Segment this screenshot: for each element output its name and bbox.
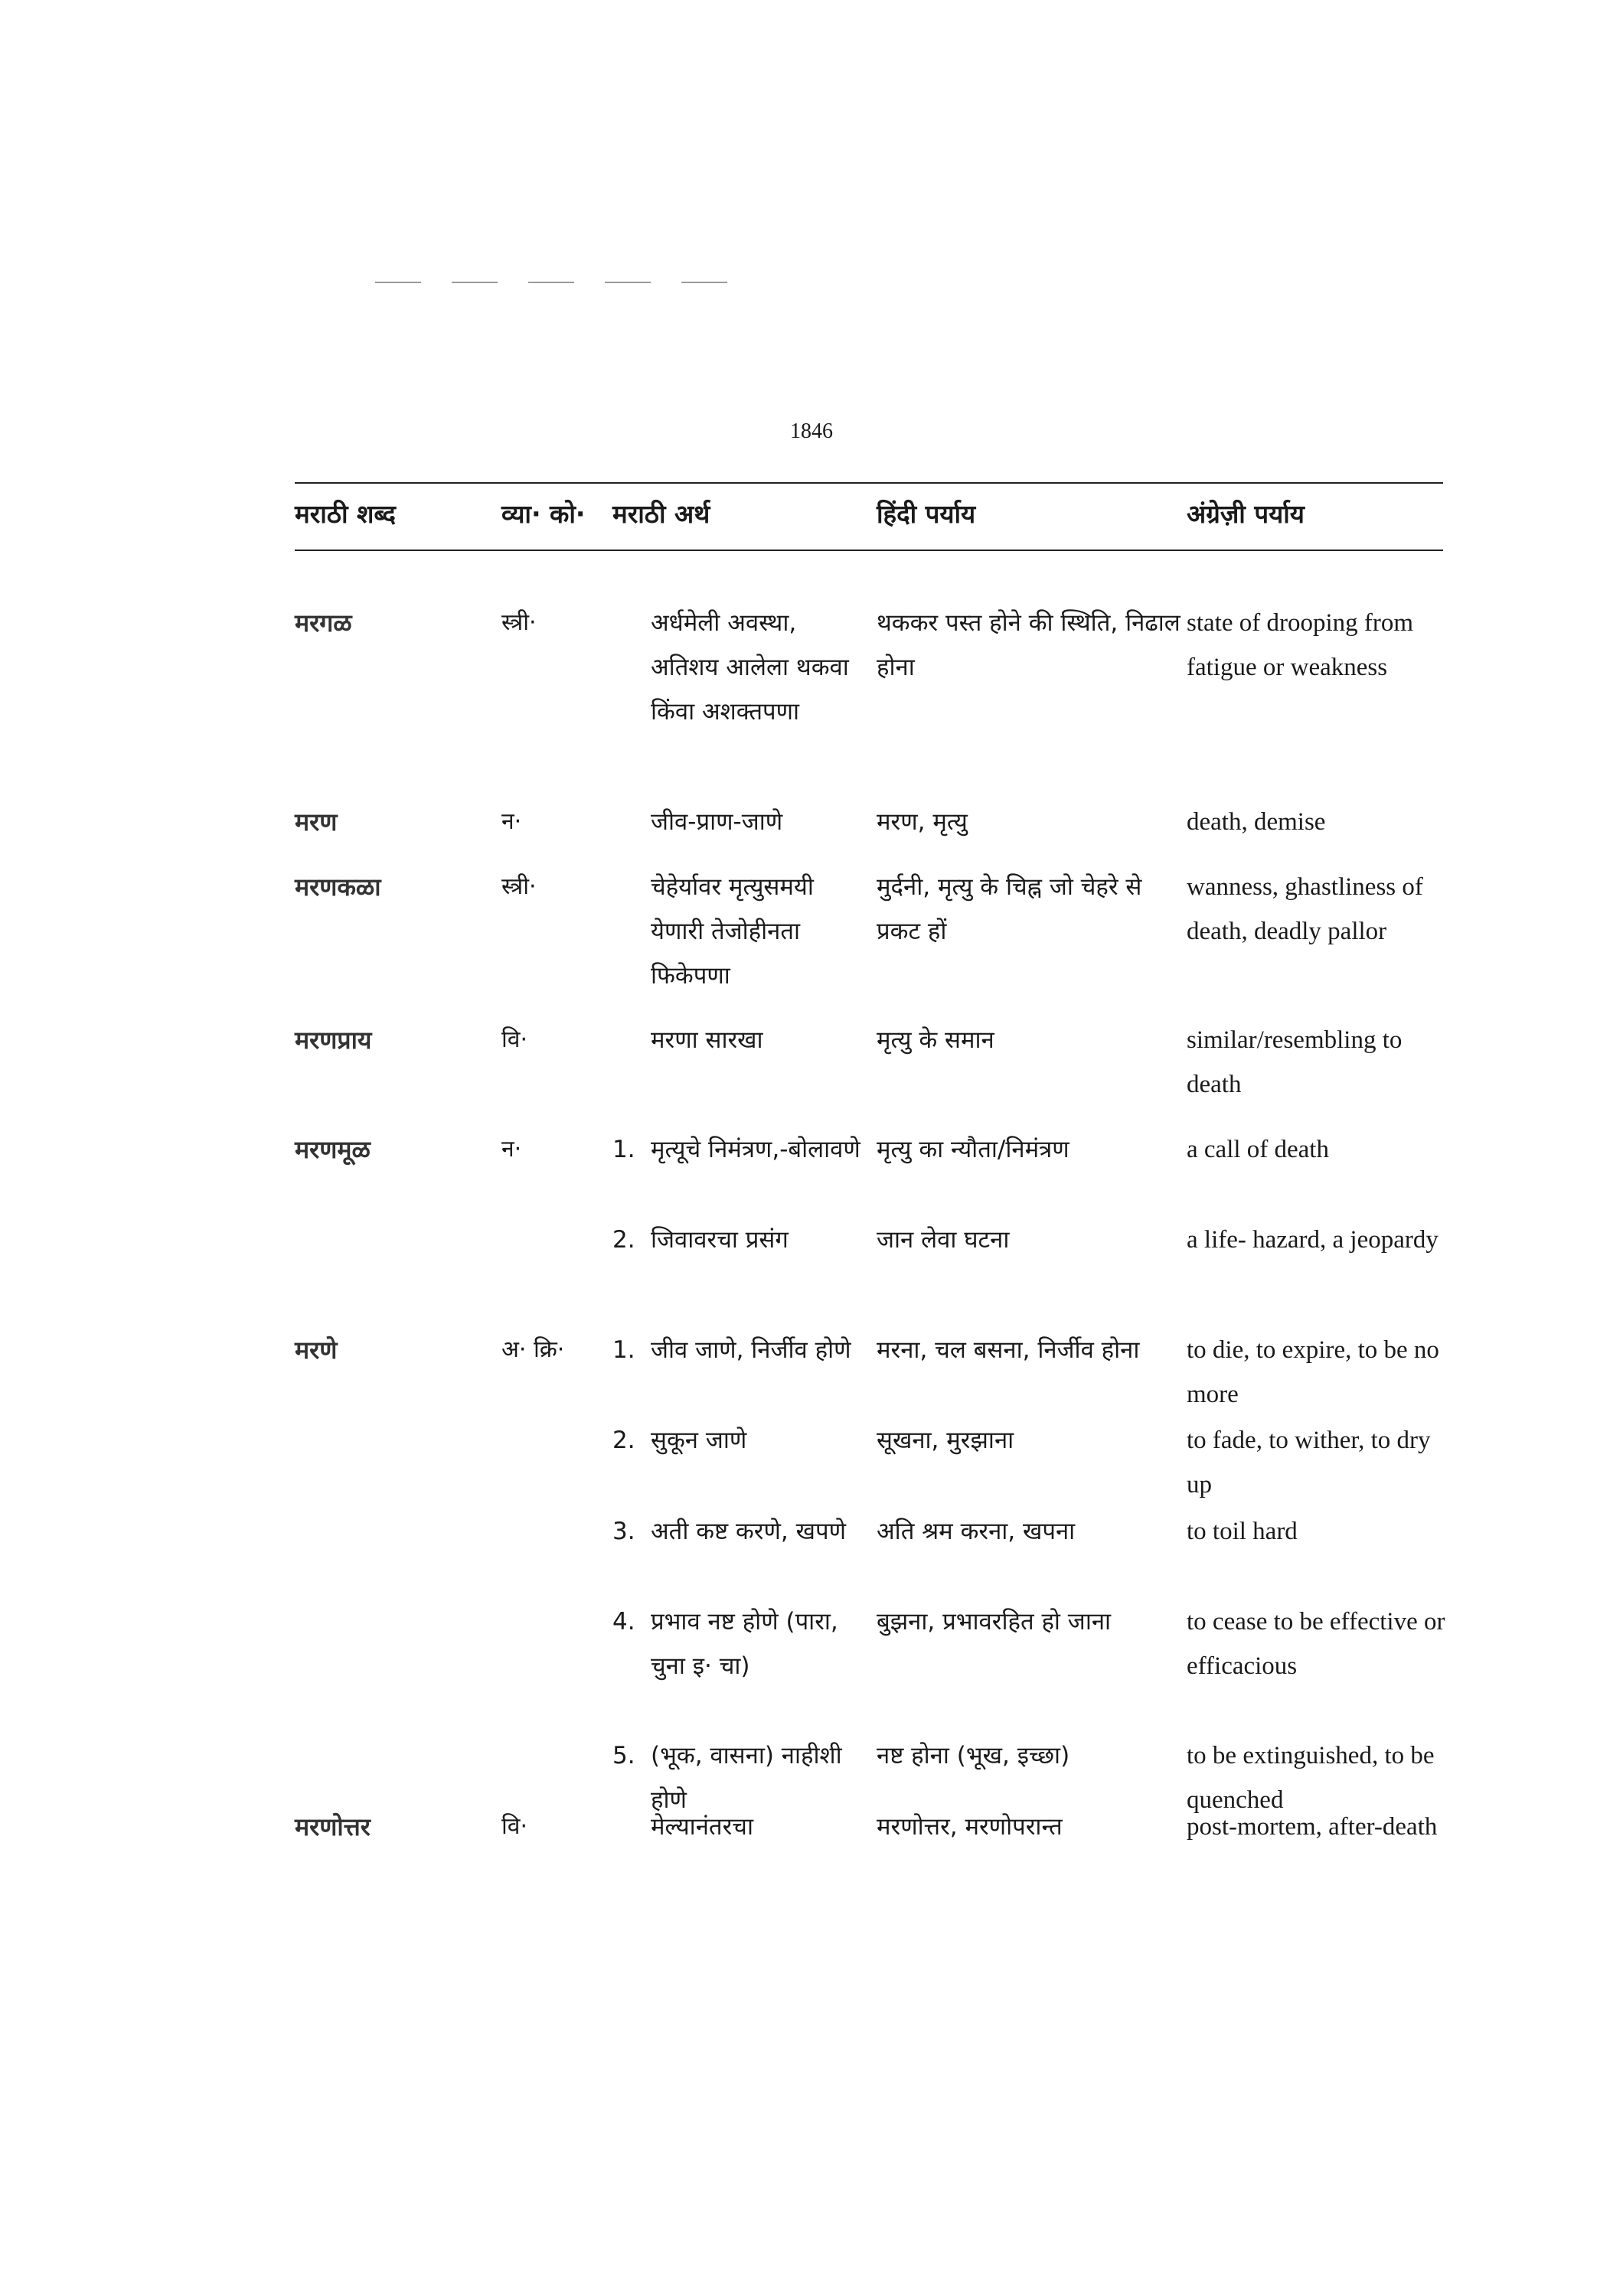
hindi-equivalent: मरणोत्तर, मरणोपरान्त — [877, 1813, 1063, 1841]
marathi-meaning: 1. मृत्यूचे निमंत्रण,-बोलावणे — [612, 1136, 860, 1163]
hindi-equivalent: मुर्दनी, मृत्यु के चिह्न जो चेहरे से प्रकट हों — [877, 873, 1142, 945]
hindi-equivalent: मरण, मृत्यु — [877, 808, 968, 836]
part-of-speech: अ· क्रि· — [501, 1336, 565, 1363]
marathi-meaning: चेहेर्यावर मृत्युसमयी येणारी तेजोहीनता फिकेपणा — [651, 873, 814, 990]
part-of-speech: स्त्री· — [501, 873, 537, 900]
english-equivalent: to be extinguished, to be quenched — [1187, 1742, 1435, 1814]
hindi-equivalent: सूखना, मुरझाना — [877, 1427, 1014, 1454]
english-equivalent: wanness, ghastliness of death, deadly pallor — [1187, 873, 1423, 945]
header-hindi: हिंदी पर्याय — [877, 499, 976, 529]
english-equivalent: similar/resembling to death — [1187, 1026, 1403, 1098]
marathi-meaning: 3. अती कष्ट करणे, खपणे — [612, 1518, 846, 1545]
table-top-rule — [295, 482, 1443, 484]
headword: मरणकळा — [295, 872, 381, 902]
header-marathi-word: मराठी शब्द — [295, 499, 396, 529]
marathi-meaning: अर्धमेली अवस्था, अतिशय आलेला थकवा किंवा अशक्तपणा — [651, 609, 849, 726]
english-equivalent: a call of death — [1187, 1136, 1329, 1163]
english-equivalent: to fade, to wither, to dry up — [1187, 1427, 1431, 1499]
headword: मरण — [295, 807, 338, 837]
scan-mark — [375, 282, 743, 283]
marathi-meaning: 2. जिवावरचा प्रसंग — [612, 1226, 789, 1254]
hindi-equivalent: जान लेवा घटना — [877, 1226, 1010, 1254]
headword: मरणमूळ — [295, 1135, 371, 1164]
marathi-meaning: 5. (भूक, वासना) नाहीशी होणे — [612, 1742, 842, 1814]
page-number: 1846 — [790, 419, 833, 443]
hindi-equivalent: नष्ट होना (भूख, इच्छा) — [877, 1742, 1070, 1769]
headword: मरणप्राय — [295, 1026, 372, 1055]
header-grammar: व्या· को· — [501, 499, 586, 529]
header-bottom-rule — [295, 550, 1443, 551]
marathi-meaning: 2. सुकून जाणे — [612, 1427, 747, 1454]
part-of-speech: स्त्री· — [501, 609, 537, 636]
marathi-meaning: जीव-प्राण-जाणे — [651, 808, 783, 836]
part-of-speech: वि· — [501, 1026, 527, 1053]
part-of-speech: न· — [501, 808, 522, 835]
hindi-equivalent: मृत्यु के समान — [877, 1026, 994, 1054]
headword: मरणोत्तर — [295, 1812, 371, 1841]
english-equivalent: to cease to be effective or efficacious — [1187, 1608, 1445, 1680]
english-equivalent: to die, to expire, to be no more — [1187, 1336, 1439, 1408]
hindi-equivalent: मृत्यु का न्यौता/निमंत्रण — [877, 1136, 1069, 1163]
english-equivalent: to toil hard — [1187, 1518, 1298, 1545]
english-equivalent: state of drooping from fatigue or weakness — [1187, 609, 1414, 681]
header-marathi-meaning: मराठी अर्थ — [612, 499, 710, 529]
headword: मरणे — [295, 1336, 338, 1365]
marathi-meaning: मेल्यानंतरचा — [651, 1813, 753, 1841]
english-equivalent: death, demise — [1187, 808, 1326, 836]
marathi-meaning: 1. जीव जाणे, निर्जीव होणे — [612, 1336, 851, 1364]
hindi-equivalent: बुझना, प्रभावरहित हो जाना — [877, 1608, 1112, 1636]
headword: मरगळ — [295, 608, 352, 638]
part-of-speech: न· — [501, 1136, 522, 1163]
header-english: अंग्रेज़ी पर्याय — [1187, 499, 1305, 529]
english-equivalent: a life- hazard, a jeopardy — [1187, 1226, 1438, 1254]
english-equivalent: post-mortem, after-death — [1187, 1813, 1438, 1841]
marathi-meaning: 4. प्रभाव नष्ट होणे (पारा, चुना इ· चा) — [612, 1608, 838, 1680]
part-of-speech: वि· — [501, 1813, 527, 1840]
marathi-meaning: मरणा सारखा — [651, 1026, 763, 1054]
hindi-equivalent: अति श्रम करना, खपना — [877, 1518, 1076, 1545]
hindi-equivalent: मरना, चल बसना, निर्जीव होना — [877, 1336, 1140, 1364]
hindi-equivalent: थककर पस्त होने की स्थिति, निढाल होना — [877, 609, 1181, 681]
